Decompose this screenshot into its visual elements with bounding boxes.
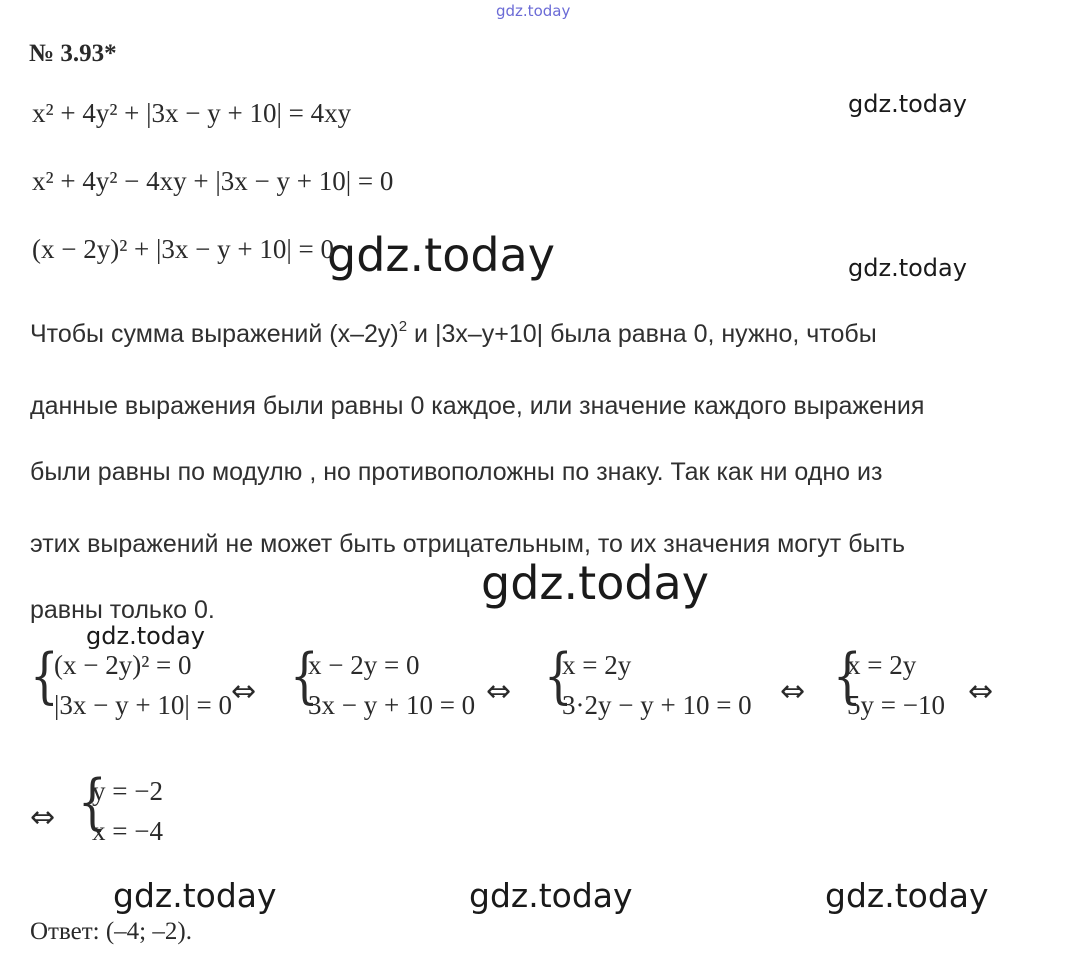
system-3-line-2: 3·2y − y + 10 = 0 [562, 690, 752, 720]
equivalence-icon: ⇔ [968, 674, 994, 709]
watermark-large-1: gdz.today [327, 228, 555, 282]
watermark-top: gdz.today [496, 2, 571, 20]
watermark-footer-2: gdz.today [469, 876, 633, 915]
problem-number: № 3.93* [29, 40, 117, 67]
system-5-line-1: y = −2 [92, 776, 163, 806]
paragraph-line-3: были равны по модулю , но противоположны по знаку. Так как ни одно из [30, 458, 883, 486]
watermark-right-2: gdz.today [848, 254, 967, 282]
equation-2: x² + 4y² − 4xy + |3x − y + 10| = 0 [32, 166, 394, 196]
equivalence-icon: ⇔ [780, 674, 806, 709]
system-4-line-1: x = 2y [847, 650, 917, 680]
watermark-large-2: gdz.today [481, 556, 709, 610]
watermark-footer-3: gdz.today [825, 876, 989, 915]
brace-icon: { [833, 641, 862, 711]
system-2-line-2: 3x − y + 10 = 0 [308, 690, 476, 720]
equivalence-icon: ⇔ [30, 800, 56, 835]
equation-3: (x − 2y)² + |3x − y + 10| = 0 [32, 234, 335, 264]
equivalence-icon: ⇔ [231, 674, 257, 709]
watermark-right-1: gdz.today [848, 90, 967, 118]
paragraph-line-5: равны только 0. [30, 596, 215, 624]
brace-icon: { [544, 641, 573, 711]
brace-icon: { [30, 641, 59, 711]
brace-icon: { [78, 767, 107, 837]
watermark-footer-1: gdz.today [113, 876, 277, 915]
system-3-line-1: x = 2y [562, 650, 632, 680]
paragraph-line-4: этих выражений не может быть отрицательным, то их значения могут быть [30, 530, 905, 558]
paragraph-line-1: Чтобы сумма выражений $(x-2y)^2$ и |3x–y+10| была равна 0, нужно, чтобы [30, 318, 877, 348]
answer: Ответ: (–4; –2). [30, 918, 192, 945]
system-4-line-2: 5y = −10 [847, 690, 945, 720]
paragraph-line-2: данные выражения были равны 0 каждое, или значение каждого выражения [30, 392, 925, 420]
system-1-line-2: |3x − y + 10| = 0 [54, 690, 232, 720]
system-1-line-1: (x − 2y)² = 0 [54, 650, 192, 680]
equivalence-icon: ⇔ [486, 674, 512, 709]
brace-icon: { [290, 641, 319, 711]
system-5-line-2: x = −4 [92, 816, 163, 846]
equation-1: x² + 4y² + |3x − y + 10| = 4xy [32, 98, 352, 128]
system-2-line-1: x − 2y = 0 [308, 650, 420, 680]
watermark-small-left: gdz.today [86, 622, 205, 650]
